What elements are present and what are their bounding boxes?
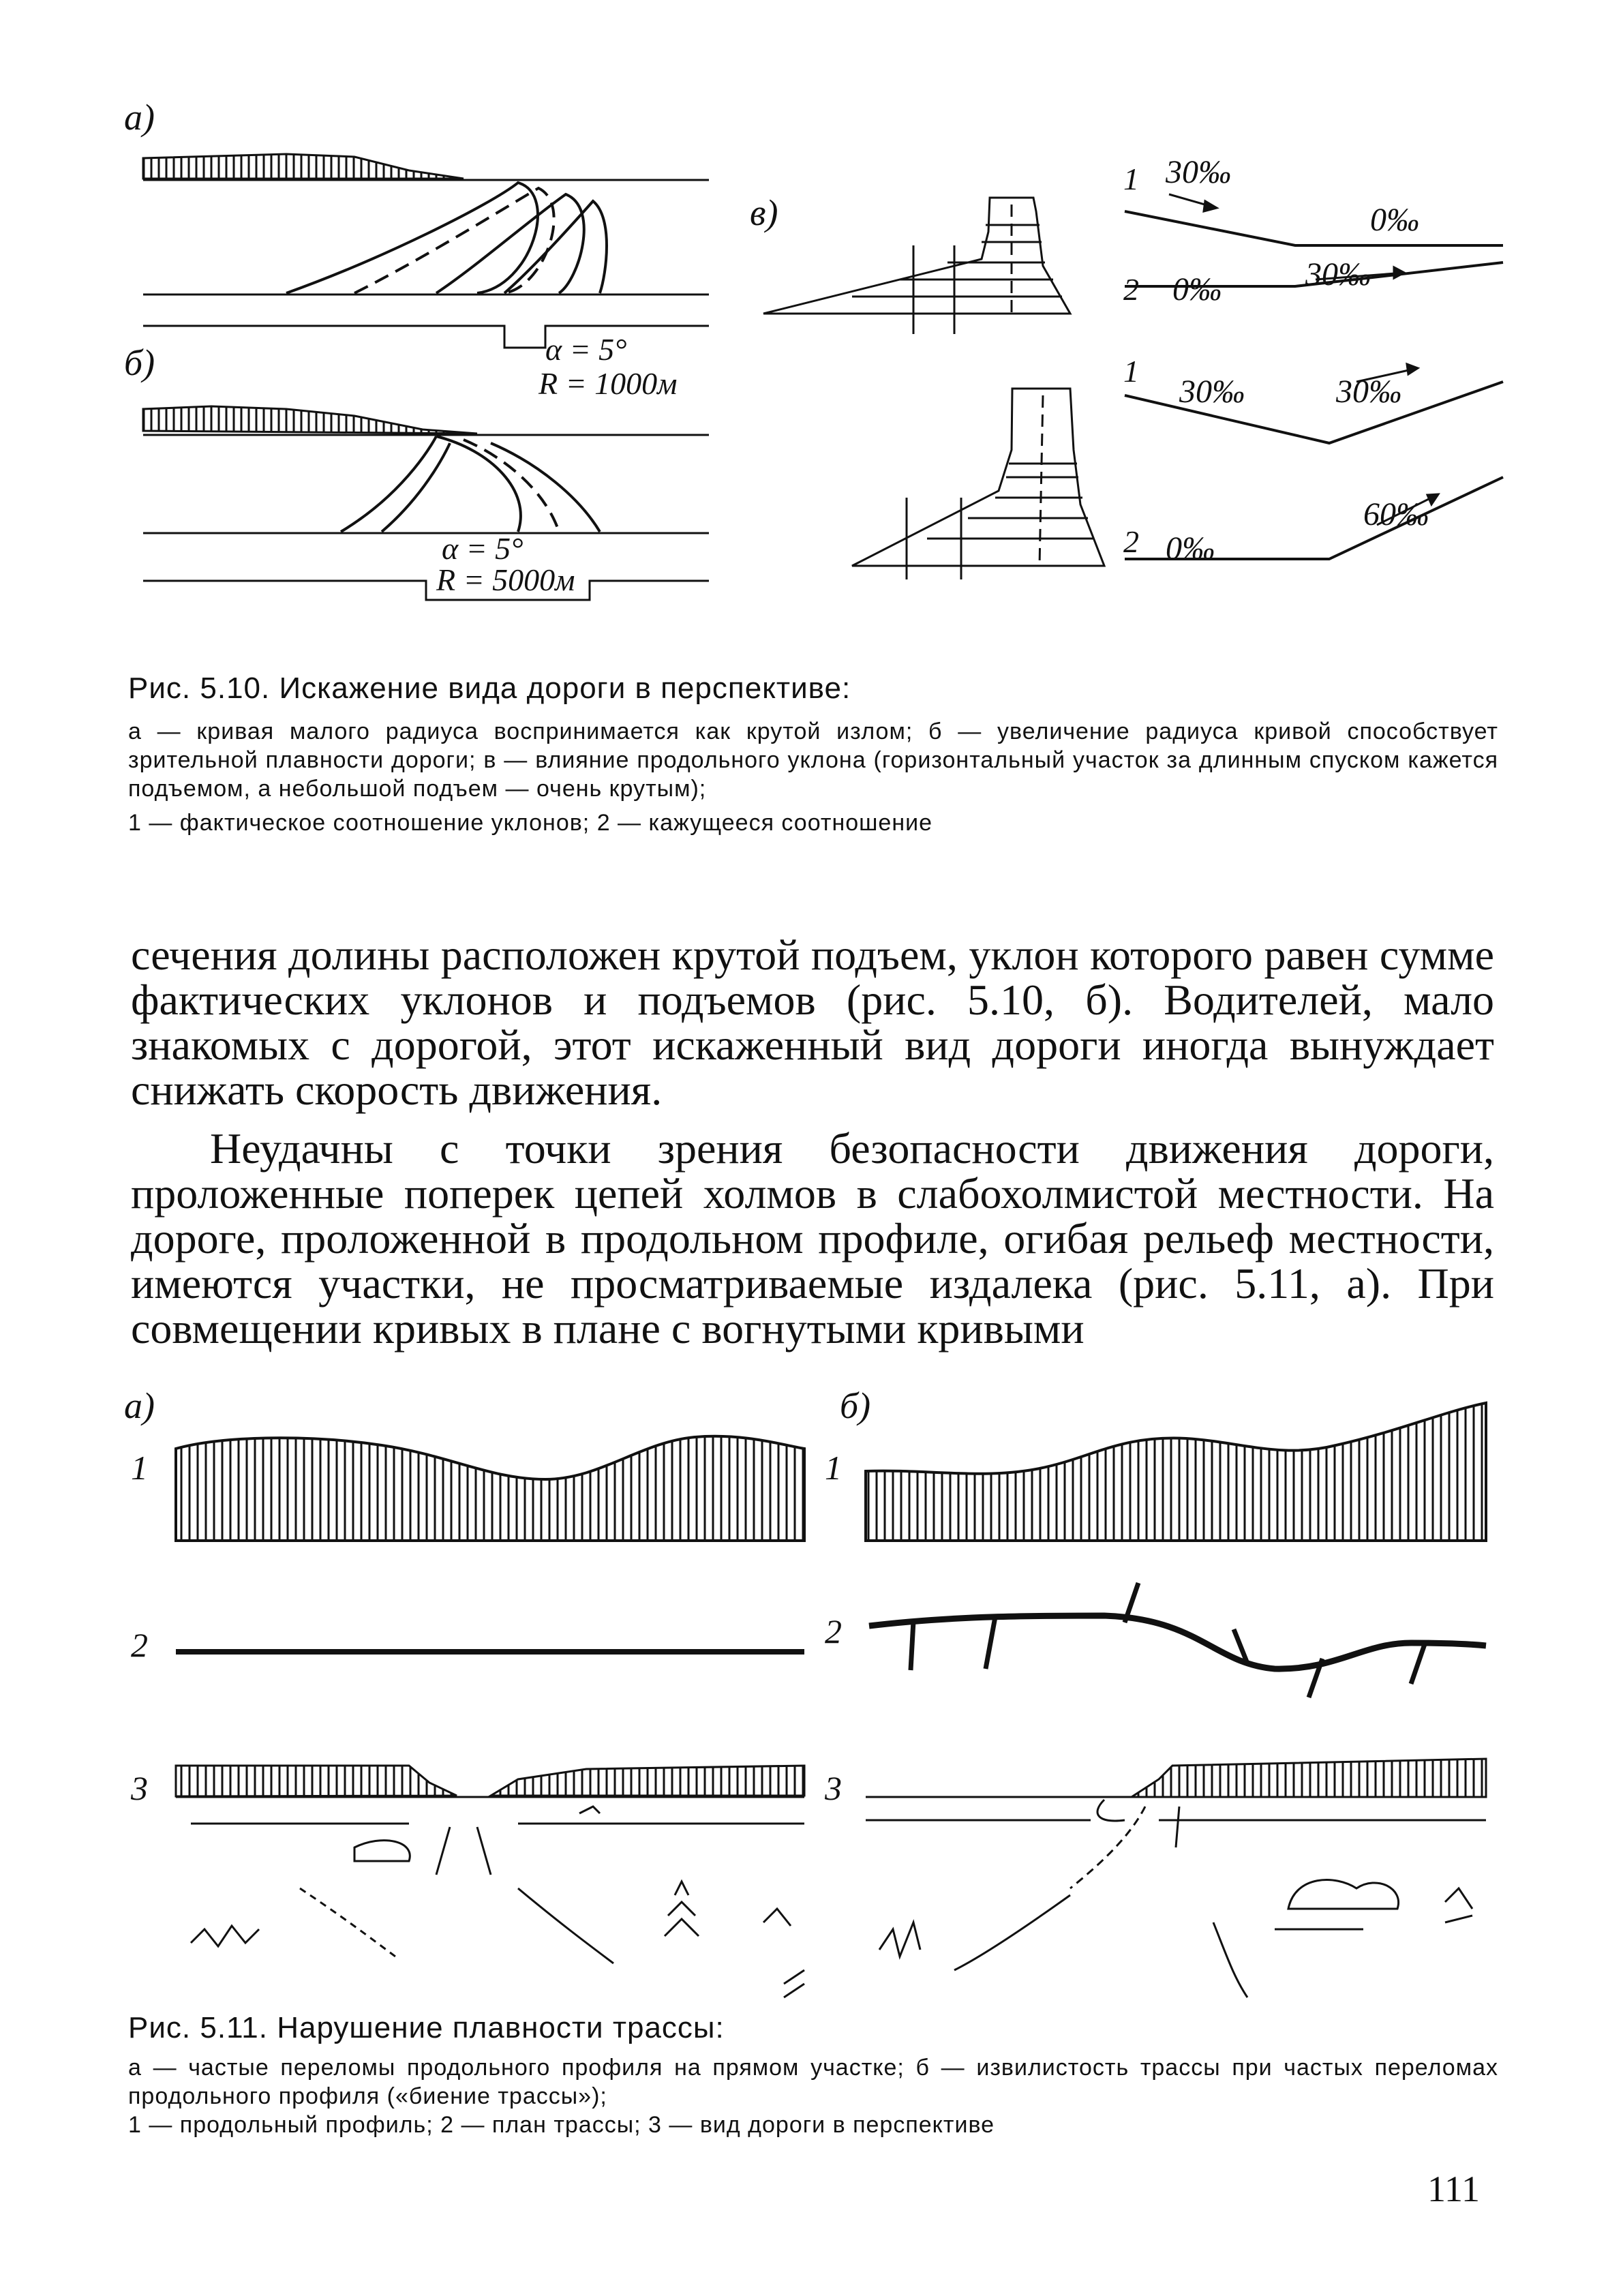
fig510-b-radius: R = 5000м [436, 562, 575, 597]
fig510-caption-line: а — кривая малого радиуса воспринимается как крутой излом; б — увеличение радиуса кривой способствует зрительной плавности дороги; в — влияние продольного уклона (горизонтальный участок за длинным спуском кажется подъемом, а небольшой подъем — очень крутым); [128, 719, 1498, 802]
fig511-b-perspective [866, 1759, 1486, 1997]
fig510-caption-body [128, 717, 1498, 837]
fig510-a-horizon-hatch [143, 154, 464, 179]
fig511-a-row-1: 1 [131, 1449, 148, 1487]
fig510-v-row4-num: 2 [1123, 524, 1139, 559]
fig511-label-b: б) [840, 1385, 871, 1426]
fig510-a-radius: R = 1000м [539, 366, 678, 401]
body-paragraph-1: сечения долины расположен крутой подъем, уклон которого равен сумме фактических уклонов и подъемов (рис. 5.10, б). Водителей, мало знакомых с дорогой, этот искаженный вид дороги иногда вынуждает снижать скорость движения. [131, 931, 1494, 1114]
figure-5-11 [0, 1370, 1623, 2011]
fig510-v-row1-left: 30‰ [1166, 154, 1231, 190]
fig510-v-upper-road [763, 198, 1070, 334]
page-number: 111 [1427, 2169, 1480, 2209]
fig510-caption-line: 1 — фактическое соотношение уклонов; 2 — кажущееся соотношение [128, 810, 932, 836]
fig510-v-row1-right: 0‰ [1370, 202, 1419, 238]
fig510-v-row2-right: 30‰ [1305, 256, 1371, 292]
fig510-v-row3-num: 1 [1123, 354, 1139, 389]
fig510-v-lower-road [852, 389, 1104, 579]
fig510-v-row2-left: 0‰ [1172, 271, 1222, 307]
fig511-a-row-3: 3 [131, 1769, 148, 1807]
fig510-b-alpha: α = 5° [442, 531, 524, 566]
fig510-label-b: б) [124, 342, 155, 383]
fig510-v-row3-right: 30‰ [1336, 374, 1401, 410]
fig511-b-plan [869, 1583, 1486, 1697]
fig510-b-road [341, 436, 600, 532]
fig510-b-horizon-hatch [143, 406, 477, 434]
fig511-b-row-1: 1 [825, 1449, 842, 1487]
fig510-v-row1-num: 1 [1123, 162, 1139, 196]
body-paragraph-2: Неудачны с точки зрения безопасности движения дороги, проложенные поперек цепей холмов в слабохолмистой местности. На дороге, проложенной в продольном профиле, огибая рельеф местности, имеются участки, не просматриваемые издалека (рис. 5.11, а). При совмещении кривых в плане с вогнутыми кривыми [131, 1124, 1494, 1353]
fig510-a-alpha: α = 5° [545, 332, 627, 367]
fig510-caption-title: Рис. 5.10. Искажение вида дороги в перспективе: [128, 671, 851, 705]
fig511-a-profile [176, 1436, 804, 1541]
fig511-caption-body [128, 2053, 1498, 2139]
fig510-v-slope-arrows [1169, 194, 1438, 525]
fig510-v-row3-left: 30‰ [1179, 374, 1245, 410]
fig511-b-row-2: 2 [825, 1612, 842, 1650]
figure-5-10 [0, 0, 1623, 654]
body-text [131, 933, 1494, 1351]
fig511-caption-title: Рис. 5.11. Нарушение плавности трассы: [128, 2011, 725, 2044]
fig511-caption-line: а — частые переломы продольного профиля на прямом участке; б — извилистость трассы при частых переломах продольного профиля («биение трассы»); [128, 2055, 1498, 2109]
fig510-a-road [286, 183, 607, 293]
fig510-v-row4-left: 0‰ [1166, 530, 1215, 567]
fig510-label-v: в) [750, 192, 778, 233]
fig511-a-perspective [176, 1766, 804, 1997]
fig510-label-a: а) [124, 97, 155, 138]
fig511-b-row-3: 3 [825, 1769, 842, 1807]
fig510-v-row2-num: 2 [1123, 272, 1139, 307]
fig511-label-a: а) [124, 1385, 155, 1426]
fig510-b-bottom-line [143, 581, 709, 600]
fig511-caption-line: 1 — продольный профиль; 2 — план трассы; 3 — вид дороги в перспективе [128, 2112, 995, 2138]
fig511-a-row-2: 2 [131, 1626, 148, 1664]
fig511-b-profile [866, 1403, 1486, 1541]
fig510-v-row4-right: 60‰ [1363, 496, 1429, 532]
